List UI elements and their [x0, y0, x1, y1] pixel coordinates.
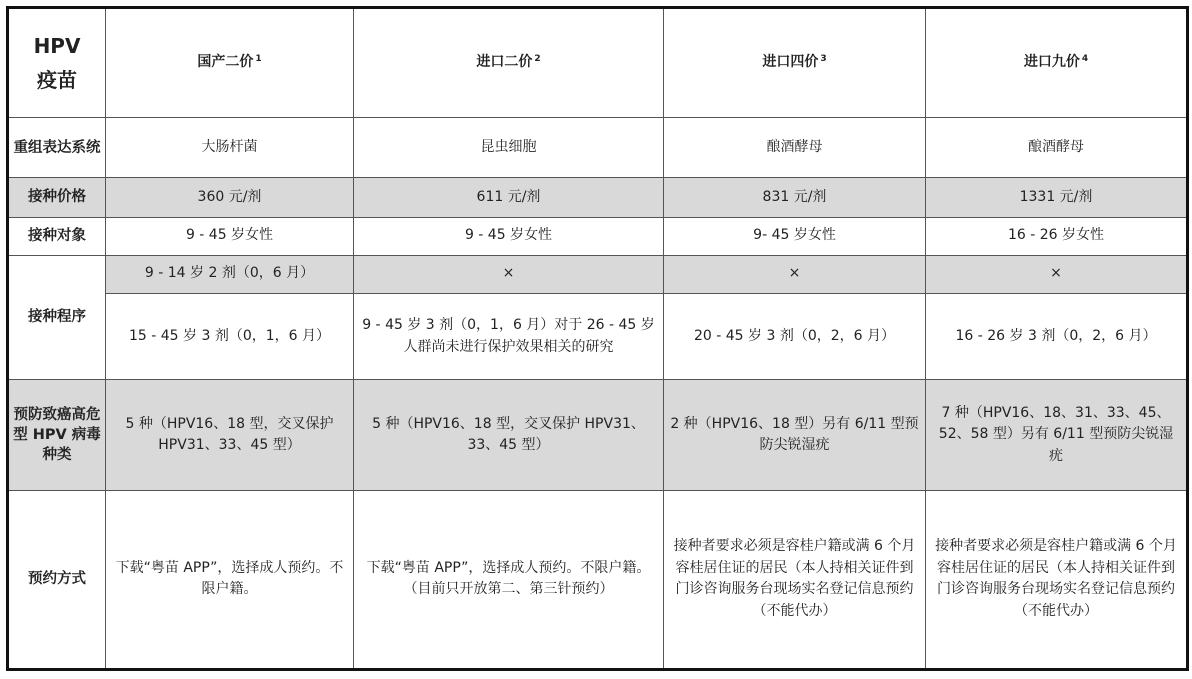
cell-booking-3: 接种者要求必须是容桂户籍或满 6 个月容桂居住证的居民（本人持相关证件到门诊咨询服务台现场实名登记信息预约（不能代办） [664, 490, 926, 669]
cell-types-3: 2 种（HPV16、18 型）另有 6/11 型预防尖锐湿疣 [664, 380, 926, 491]
cell-schedule-1-2: × [354, 255, 664, 293]
price-row [8, 178, 1188, 217]
corner-title-line2: 疫苗 [37, 68, 77, 92]
hpv-types-row [8, 380, 1188, 491]
cell-schedule-1-1: 9 - 14 岁 2 剂（0，6 月） [106, 255, 354, 293]
cell-price-1: 360 元/剂 [106, 178, 354, 217]
cell-target-2: 9 - 45 岁女性 [354, 217, 664, 255]
row-header-expression: 重组表达系统 [8, 118, 106, 178]
cell-price-4: 1331 元/剂 [926, 178, 1188, 217]
expression-system-row [8, 118, 1188, 178]
row-header-booking: 预约方式 [8, 490, 106, 669]
column-header-sup: 1 [255, 53, 262, 64]
row-header-schedule: 接种程序 [8, 255, 106, 380]
header-row [8, 8, 1188, 118]
cell-target-4: 16 - 26 岁女性 [926, 217, 1188, 255]
cell-schedule-1-3: × [664, 255, 926, 293]
column-header-label: 进口九价 [1023, 54, 1080, 71]
cell-price-3: 831 元/剂 [664, 178, 926, 217]
cell-types-1: 5 种（HPV16、18 型，交叉保护 HPV31、33、45 型） [106, 380, 354, 491]
column-header-label: 国产二价 [197, 54, 254, 71]
cell-expression-4: 酿酒酵母 [926, 118, 1188, 178]
column-header-label: 进口二价 [476, 54, 533, 71]
column-header-sup: 4 [1081, 53, 1089, 64]
row-header-target: 接种对象 [8, 217, 106, 255]
corner-title-line1: HPV [33, 34, 81, 58]
row-header-price: 接种价格 [8, 178, 106, 217]
row-header-hpv-types: 预防致癌高危型 HPV 病毒种类 [8, 380, 106, 491]
schedule-row-1 [8, 255, 1188, 293]
cell-target-3: 9- 45 岁女性 [664, 217, 926, 255]
cell-schedule-1-4: × [926, 255, 1188, 293]
cell-booking-1: 下载“粤苗 APP”，选择成人预约。不限户籍。 [106, 490, 354, 669]
target-row [8, 217, 1188, 255]
booking-row [8, 490, 1188, 669]
column-header-sup: 3 [820, 53, 827, 64]
cell-types-2: 5 种（HPV16、18 型，交叉保护 HPV31、33、45 型） [354, 380, 664, 491]
cell-schedule-2-3: 20 - 45 岁 3 剂（0，2，6 月） [664, 293, 926, 379]
schedule-row-2 [8, 293, 1188, 379]
column-header-imported-4v [664, 8, 926, 118]
cell-schedule-2-4: 16 - 26 岁 3 剂（0，2，6 月） [926, 293, 1188, 379]
corner-cell [8, 8, 106, 118]
cell-expression-1: 大肠杆菌 [106, 118, 354, 178]
cell-target-1: 9 - 45 岁女性 [106, 217, 354, 255]
cell-types-4: 7 种（HPV16、18、31、33、45、52、58 型）另有 6/11 型预防尖锐湿疣 [926, 380, 1188, 491]
cell-booking-4: 接种者要求必须是容桂户籍或满 6 个月容桂居住证的居民（本人持相关证件到门诊咨询服务台现场实名登记信息预约（不能代办） [926, 490, 1188, 669]
cell-price-2: 611 元/剂 [354, 178, 664, 217]
column-header-domestic-2v [106, 8, 354, 118]
cell-booking-2: 下载“粤苗 APP”，选择成人预约。不限户籍。（目前只开放第二、第三针预约） [354, 490, 664, 669]
column-header-label: 进口四价 [762, 54, 819, 71]
cell-schedule-2-1: 15 - 45 岁 3 剂（0，1，6 月） [106, 293, 354, 379]
cell-expression-2: 昆虫细胞 [354, 118, 664, 178]
column-header-sup: 2 [534, 53, 541, 64]
column-header-imported-2v [354, 8, 664, 118]
hpv-vaccine-table [6, 6, 1189, 671]
cell-schedule-2-2: 9 - 45 岁 3 剂（0，1，6 月）对于 26 - 45 岁人群尚未进行保护效果相关的研究 [354, 293, 664, 379]
cell-expression-3: 酿酒酵母 [664, 118, 926, 178]
column-header-imported-9v [926, 8, 1188, 118]
